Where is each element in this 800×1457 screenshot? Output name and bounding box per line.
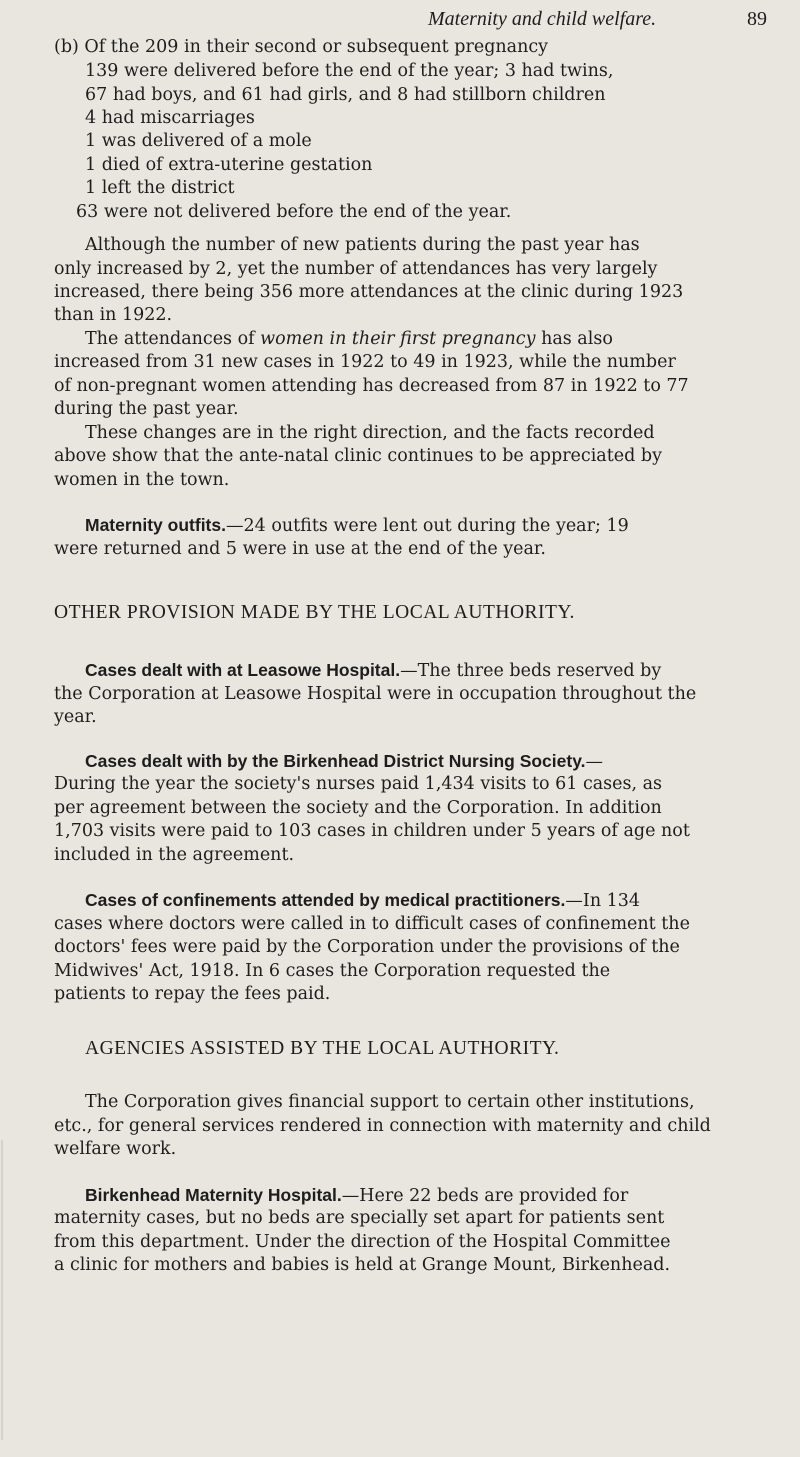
paragraph-line: These changes are in the right direction, and the facts recorded [85, 423, 655, 443]
paragraph-line: of non-pregnant women attending has decreased from 87 in 1922 to 77 [54, 376, 689, 396]
section-heading: Cases dealt with by the Birkenhead District Nursing Society. [85, 751, 586, 771]
paragraph-line [85, 328, 613, 350]
paragraph-line: During the year the society's nurses paid 1,434 visits to 61 cases, as [54, 774, 663, 794]
section-title: OTHER PROVISION MADE BY THE LOCAL AUTHORITY. [54, 602, 575, 623]
paragraph-line [85, 1184, 628, 1207]
section-b-line: 63 were not delivered before the end of the year. [76, 202, 512, 222]
text-run: —Here 22 beds are provided for [341, 1186, 629, 1206]
running-header-title: Maternity and child welfare. [428, 8, 657, 30]
paragraph-line: Midwives' Act, 1918. In 6 cases the Corporation requested the [54, 961, 611, 981]
section-b-line: 1 left the district [85, 178, 235, 198]
paragraph-line: Although the number of new patients during the past year has [85, 235, 640, 255]
page-number: 89 [747, 8, 767, 30]
paragraph-line: year. [54, 707, 97, 727]
paragraph-line: per agreement between the society and the Corporation. In addition [54, 798, 662, 818]
paragraph-line: above show that the ante-natal clinic continues to be appreciated by [54, 446, 662, 466]
paragraph-line: maternity cases, but no beds are specially set apart for patients sent [54, 1208, 665, 1228]
paragraph-line [85, 750, 603, 773]
section-b-line: 1 died of extra-uterine gestation [85, 155, 373, 175]
paragraph-line [85, 659, 661, 682]
paragraph-line: welfare work. [54, 1139, 177, 1159]
paragraph-line: women in the town. [54, 470, 230, 490]
text-run: The attendances of [85, 329, 261, 349]
paragraph-line: cases where doctors were called in to difficult cases of confinement the [54, 914, 690, 934]
paragraph-line: 1,703 visits were paid to 103 cases in children under 5 years of age not [54, 821, 690, 841]
paragraph-line: included in the agreement. [54, 845, 295, 865]
paragraph-line: were returned and 5 were in use at the end of the year. [54, 539, 546, 559]
section-b-line: 67 had boys, and 61 had girls, and 8 had stillborn children [85, 85, 606, 105]
section-b-line: (b) Of the 209 in their second or subsequent pregnancy [54, 37, 549, 57]
section-heading: Cases dealt with at Leasowe Hospital. [85, 660, 401, 680]
scan-margin-shadow [1, 1140, 3, 1440]
paragraph-line [85, 889, 640, 912]
text-run: —The three beds reserved by [400, 661, 662, 681]
paragraph-line: during the past year. [54, 399, 239, 419]
paragraph-line: increased, there being 356 more attendances at the clinic during 1923 [54, 282, 684, 302]
section-heading: Cases of confinements attended by medical practitioners. [85, 890, 566, 910]
section-b-line: 139 were delivered before the end of the year; 3 had twins, [85, 61, 614, 81]
italic-phrase: women in their first pregnancy [260, 329, 536, 349]
paragraph-line [85, 514, 629, 537]
text-run: has also [535, 329, 613, 349]
paragraph-line: etc., for general services rendered in connection with maternity and child [54, 1116, 711, 1136]
section-b-line: 1 was delivered of a mole [85, 131, 312, 151]
text-run: —In 134 [565, 891, 641, 911]
paragraph-line: increased from 31 new cases in 1922 to 49 in 1923, while the number [54, 352, 676, 372]
paragraph-line: from this department. Under the direction of the Hospital Committee [54, 1232, 671, 1252]
section-b-line: 4 had miscarriages [85, 108, 255, 128]
text-run: — [585, 752, 604, 772]
section-heading: Maternity outfits. [85, 515, 226, 535]
section-heading: Birkenhead Maternity Hospital. [85, 1185, 342, 1205]
section-title: AGENCIES ASSISTED BY THE LOCAL AUTHORITY. [85, 1038, 560, 1059]
paragraph-line: than in 1922. [54, 305, 173, 325]
paragraph-line: only increased by 2, yet the number of attendances has very largely [54, 259, 658, 279]
paragraph-line: the Corporation at Leasowe Hospital were in occupation throughout the [54, 684, 697, 704]
paragraph-line: The Corporation gives financial support to certain other institutions, [85, 1092, 695, 1112]
paragraph-line: patients to repay the fees paid. [54, 984, 331, 1004]
paragraph-line: doctors' fees were paid by the Corporation under the provisions of the [54, 937, 680, 957]
paragraph-line: a clinic for mothers and babies is held at Grange Mount, Birkenhead. [54, 1255, 671, 1275]
text-run: —24 outfits were lent out during the year; 19 [225, 516, 629, 536]
